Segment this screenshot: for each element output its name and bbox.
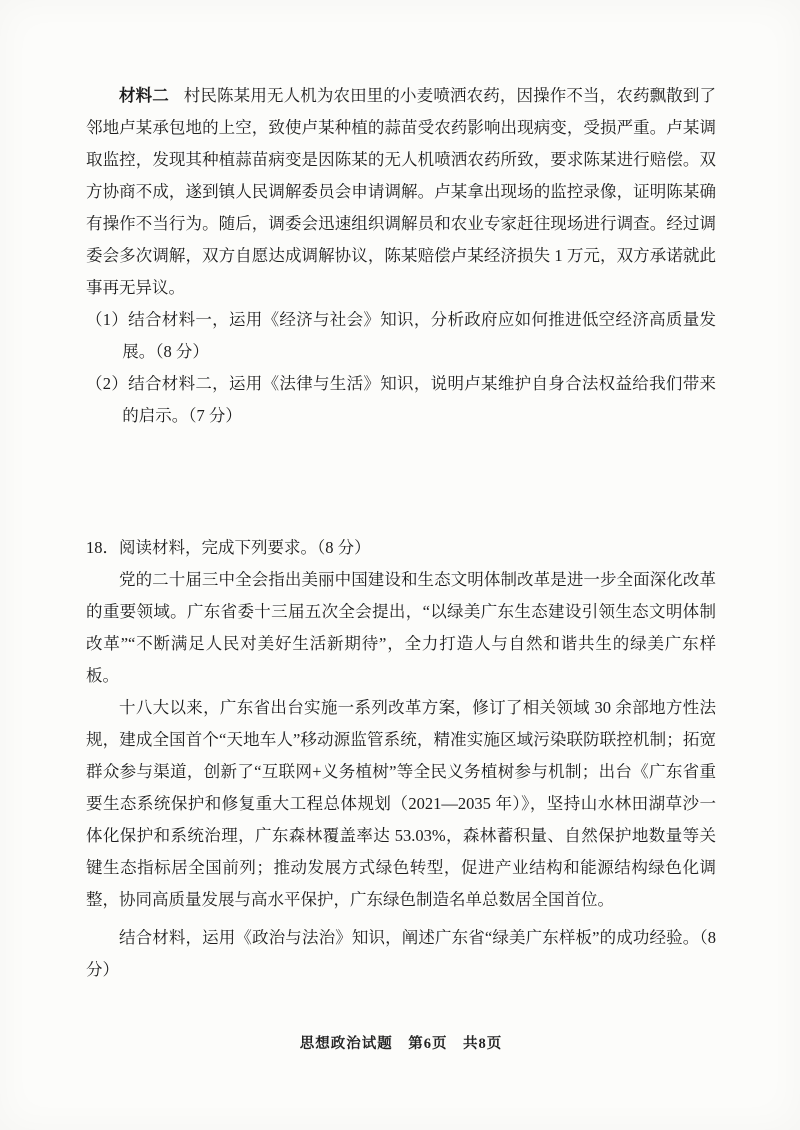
page-footer: 思想政治试题 第6页 共8页 (299, 1036, 503, 1052)
material2-label: 材料二 (119, 86, 169, 105)
question-18-material-paragraph-1: 党的二十届三中全会指出美丽中国建设和生态文明体制改革是进一步全面深化改革的重要领域。广东省委十三届五次全会提出，“以绿美广东生态建设引领生态文明体制改革”“不断满足人民对美好生活新期待”，全力打造人与自然和谐共生的绿美广东样板。 (86, 570, 716, 685)
question-18-task: 结合材料，运用《政治与法治》知识，阐述广东省“绿美广东样板”的成功经验。（8 分） (86, 928, 716, 979)
question-17-part2: （2）结合材料二，运用《法律与生活》知识，说明卢某维护自身合法权益给我们带来的启示。（7 分） (86, 374, 716, 425)
material2-paragraph (86, 80, 716, 304)
question-17-part1: （1）结合材料一，运用《经济与社会》知识，分析政府应如何推进低空经济高质量发展。（8 分） (86, 310, 716, 361)
question-18-heading: 18．阅读材料，完成下列要求。（8 分） (86, 538, 371, 557)
material2-body: 村民陈某用无人机为农田里的小麦喷洒农药，因操作不当，农药飘散到了邻地卢某承包地的上空，致使卢某种植的蒜苗受农药影响出现病变，受损严重。卢某调取监控，发现其种植蒜苗病变是因陈某的无人机喷洒农药所致，要求陈某进行赔偿。双方协商不成，遂到镇人民调解委员会申请调解。卢某拿出现场的监控录像，证明陈某确有操作不当行为。随后，调委会迅速组织调解员和农业专家赶往现场进行调查。经过调委会多次调解，双方自愿达成调解协议，陈某赔偿卢某经济损失 1 万元，双方承诺就此事再无异议。 (86, 86, 717, 297)
question-18-material-paragraph-2: 十八大以来，广东省出台实施一系列改革方案，修订了相关领域 30 余部地方性法规，建成全国首个“天地车人”移动源监管系统，精准实施区域污染联防联控机制；拓宽群众参与渠道，创新了“互联网+义务植树”等全民义务植树参与机制；出台《广东省重要生态系统保护和修复重大工程总体规划（2021—2035 年）》，坚持山水林田湖草沙一体化保护和系统治理，广东森林覆盖率达 53.03%，森林蓄积量、自然保护地数量等关键生态指标居全国前列；推动发展方式绿色转型，促进产业结构和能源结构绿色化调整，协同高质量发展与高水平保护，广东绿色制造名单总数居全国首位。 (86, 698, 716, 909)
answer-space (86, 432, 716, 532)
page-content (86, 80, 716, 986)
